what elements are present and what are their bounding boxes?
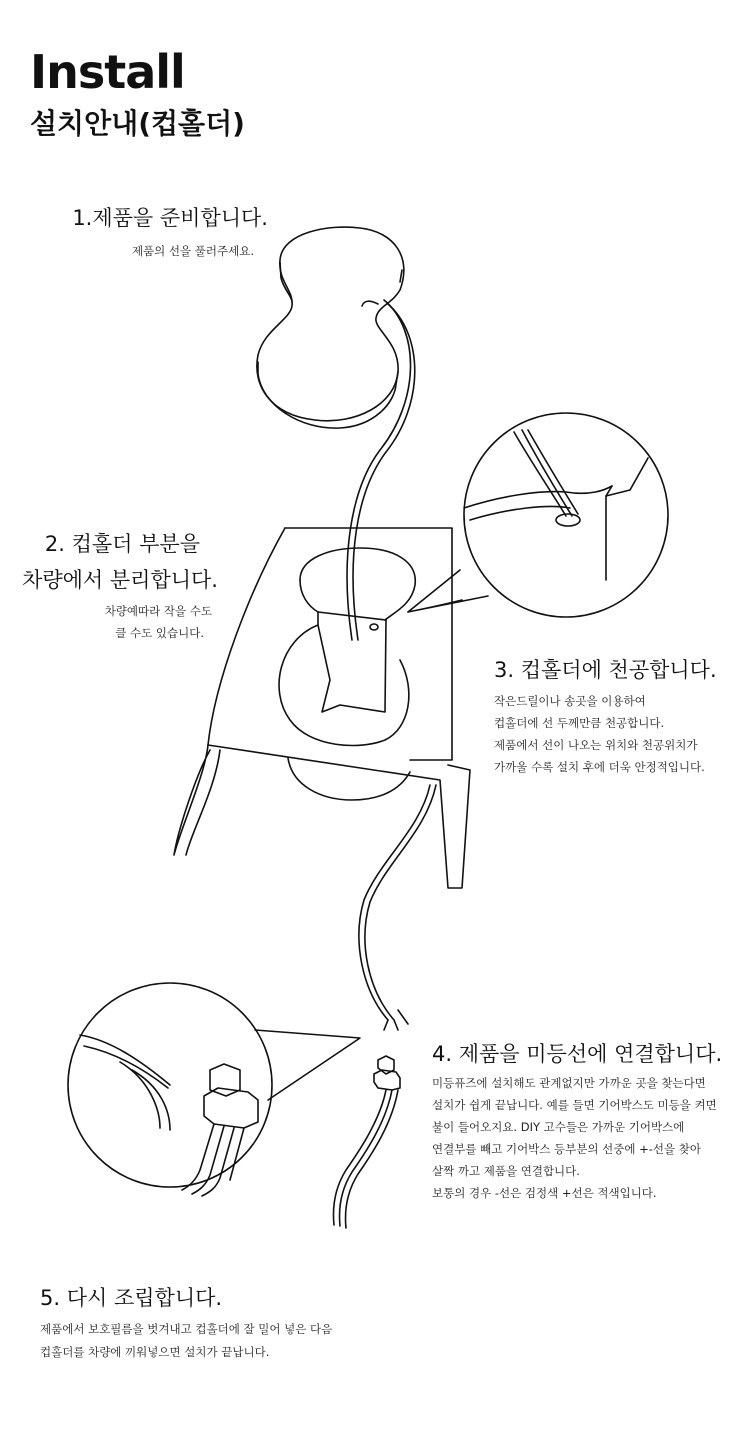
step-1-heading: 1.제품을 준비합니다. [72, 206, 268, 230]
step-3-description-line-4: 가까울 수록 설치 후에 더욱 안정적입니다. [494, 760, 705, 774]
connector-detail-magnifier [68, 983, 360, 1196]
drill-detail-magnifier [408, 413, 668, 617]
step-2-description-line-2: 클 수도 있습니다. [115, 626, 204, 640]
page-title: Install [30, 45, 185, 99]
led-pad-product-drawing [257, 227, 415, 640]
step-4-description-line-4: 연결부를 빼고 기어박스 등부분의 선중에 +-선을 찾아 [432, 1142, 702, 1156]
step-4-description-line-6: 보통의 경우 -선은 검정색 +선은 적색입니다. [432, 1186, 657, 1200]
step-4-heading: 4. 제품을 미등선에 연결합니다. [432, 1042, 723, 1066]
step-3-heading: 3. 컵홀더에 천공합니다. [494, 658, 717, 682]
step-2-heading-line-2: 차량에서 분리합니다. [22, 568, 218, 592]
page-subtitle: 설치안내(컵홀더) [30, 107, 245, 140]
step-3-description-line-3: 제품에서 선이 나오는 위치와 천공위치가 [494, 738, 698, 752]
step-5-heading: 5. 다시 조립합니다. [40, 1286, 223, 1310]
step-1-description: 제품의 선을 풀러주세요. [131, 244, 254, 258]
step-4-description-line-2: 설치가 쉽게 끝납니다. 예를 들면 기어박스도 미등을 켜면 [432, 1098, 717, 1112]
step-5-description-line-1: 제품에서 보호필름을 벗겨내고 컵홀더에 잘 밀어 넣은 다음 [40, 1322, 333, 1336]
step-3-description-line-1: 작은드릴이나 송곳을 이용하여 [494, 694, 646, 708]
step-2-description-line-1: 차량예따라 작을 수도 [104, 604, 212, 618]
step-5-description-line-2: 컵홀더를 차량에 끼워넣으면 설치가 끝납니다. [40, 1345, 270, 1359]
step-4-description-line-5: 살짝 까고 제품을 연결합니다. [432, 1164, 580, 1178]
step-4-description-line-1: 미등퓨즈에 설치해도 관계없지만 가까운 곳을 찾는다면 [432, 1076, 706, 1090]
small-connector-drawing [334, 1056, 401, 1228]
cup-holder-drawing [174, 528, 470, 1030]
step-4-description-line-3: 불이 들어오지요. DIY 고수들은 가까운 기어박스에 [432, 1120, 685, 1134]
step-2-heading-line-1: 2. 컵홀더 부분을 [44, 532, 200, 556]
step-3-description-line-2: 컵홀더에 선 두께만큼 천공합니다. [494, 716, 665, 730]
